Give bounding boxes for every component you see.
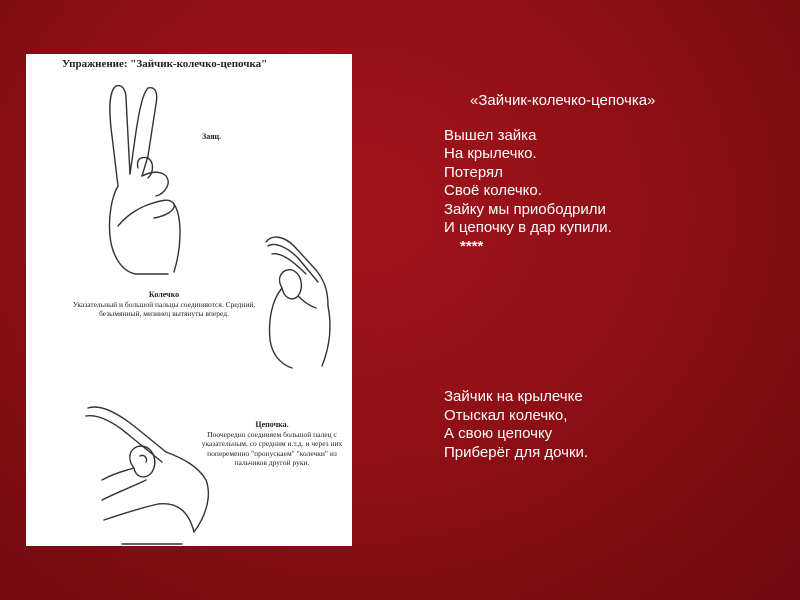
poem-line: Своё колечко. [444,182,542,199]
poem-line: А свою цепочку [444,425,553,442]
ring-label: Колечко [148,290,180,299]
hare-caption [202,132,221,142]
poem [444,92,784,462]
poem-line: Отыскал колечко, [444,406,568,424]
poem-line: Зайчик на крылечке [444,388,583,405]
chain-instructions: Поочередно соединяем большой палец с указательным, со средним и.т.д. и через них попеременно "пропускаем" "колечки" из пальчиков другой руки. [201,429,343,467]
poem-line: И цепочку в дар купили. [444,219,612,236]
ring-hand-illustration [258,230,348,370]
chain-caption [194,420,350,468]
poem-line: Потерял [444,163,503,181]
exercise-worksheet [26,54,352,546]
poem-separator: **** [460,237,484,255]
poem-line: На крылечко. [444,145,537,162]
hare-label: Заяц. [202,132,222,141]
ring-instructions: Указательный и большой пальцы соединяются. Средний, безымянный, мизинец вытянуты вперед. [72,299,256,318]
poem-line: Зайку мы приободрили [444,200,606,218]
poem-line: Приберёг для дочки. [444,443,589,461]
hare-hand-illustration [78,76,218,276]
poem-title: «Зайчик-колечко-цепочка» [470,92,656,109]
poem-line: Вышел зайка [444,126,537,144]
ring-caption [66,290,262,319]
chain-label: Цепочка. [255,420,289,429]
worksheet-title: Упражнение: "Зайчик-колечко-цепочка" [62,58,268,70]
